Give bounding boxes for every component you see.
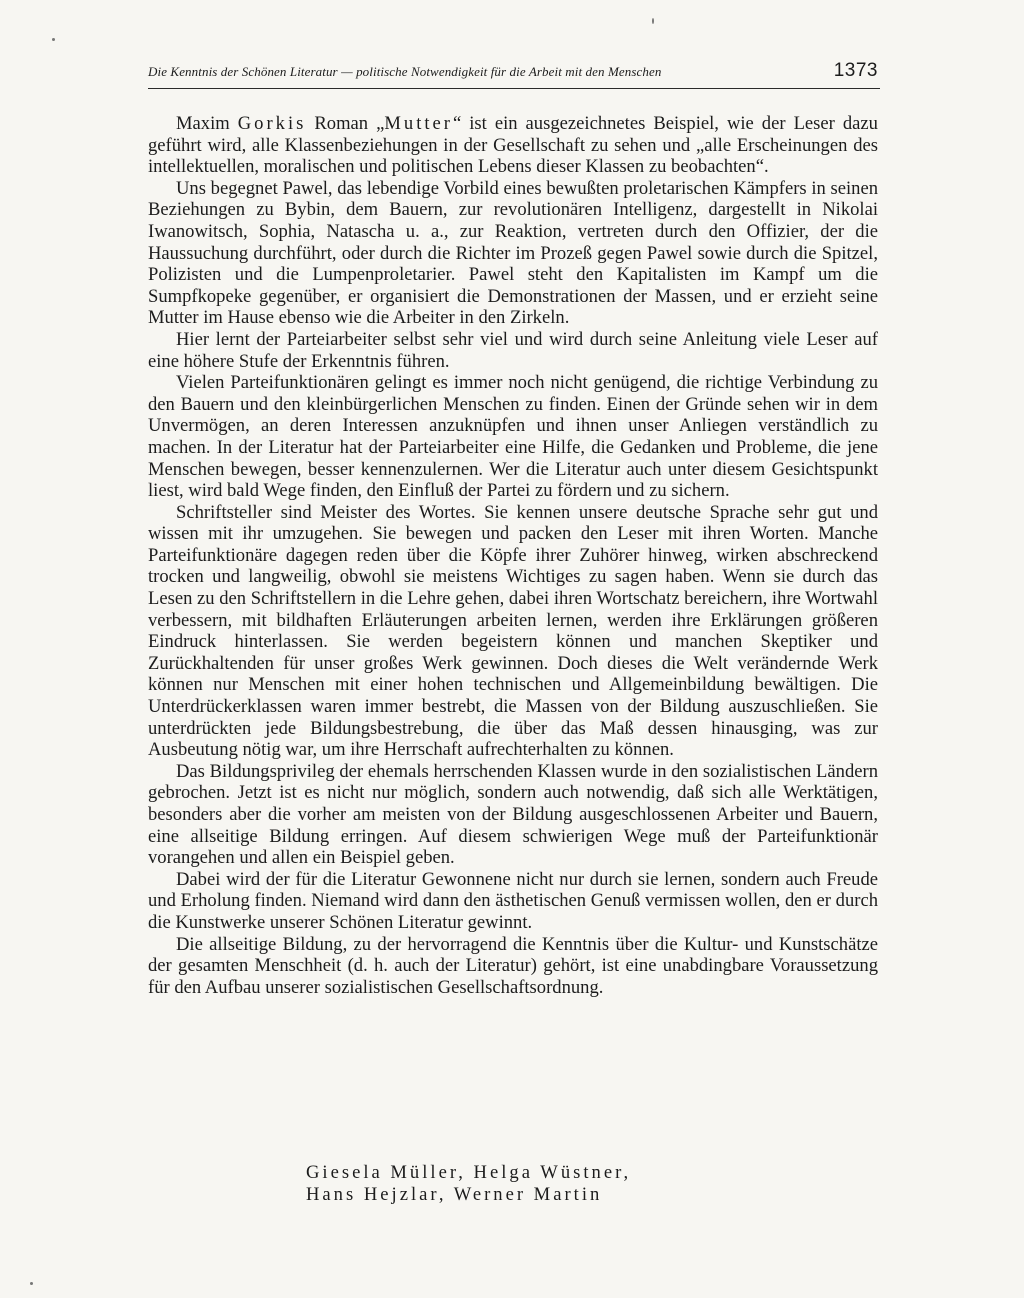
author-signature	[306, 1162, 726, 1206]
running-title: Die Kenntnis der Schönen Literatur — politische Notwendigkeit für die Arbeit mit den Menschen	[148, 64, 662, 79]
paragraph-1-mid: Roman „	[306, 113, 385, 134]
page-number: 1373	[833, 60, 878, 81]
print-speck	[52, 38, 55, 41]
paragraph-1	[148, 113, 878, 178]
paragraph-2: Uns begegnet Pawel, das lebendige Vorbild eines bewußten proletarischen Kämpfers in seinen Beziehungen zu Bybin, dem Bauern, zur revolutionären Intelligenz, dargestellt in Nikolai Iwanowitsch, Sophia, Natascha u. a., zur Reaktion, vertreten durch den Offizier, der die Haussuchung durchführt, oder durch die Richter im Prozeß gegen Pawel sowie durch die Spitzel, Polizisten und die Lumpenproletarier. Pawel steht den Kapitalisten im Kampf um die Sumpfkopeke gegenüber, er organisiert die Demonstrationen der Massen, und er erzieht seine Mutter im Hause ebenso wie die Arbeiter in den Zirkeln.	[148, 177, 878, 329]
print-speck	[30, 1282, 33, 1285]
running-header	[148, 58, 880, 89]
paragraph-3: Hier lernt der Parteiarbeiter selbst sehr viel und wird durch seine Anleitung viele Leser auf eine höhere Stufe der Erkenntnis führen.	[148, 328, 878, 372]
signature-line-2: Hans Hejzlar, Werner Martin	[306, 1184, 603, 1205]
signature-line-1: Giesela Müller, Helga Wüstner,	[306, 1162, 632, 1183]
paragraph-7: Dabei wird der für die Literatur Gewonnene nicht nur durch sie lernen, sondern auch Freude und Erholung finden. Niemand wird dann den ästhetischen Genuß vermissen wollen, den er durch die Kunstwerke unserer Schönen Literatur gewinnt.	[148, 868, 878, 933]
paragraph-6: Das Bildungsprivileg der ehemals herrschenden Klassen wurde in den sozialistischen Ländern gebrochen. Jetzt ist es nicht nur möglich, sondern auch notwendig, daß sich alle Werktätigen, besonders aber die vorher am meisten von der Bildung ausgeschlossenen Arbeiter und Bauern, eine allseitige Bildung erringen. Auf diesem schwierigen Wege muß der Parteifunktionär vorangehen und allen ein Beispiel geben.	[148, 760, 878, 869]
author-name-spaced: Gorkis	[237, 113, 307, 134]
paragraph-5: Schriftsteller sind Meister des Wortes. Sie kennen unsere deutsche Sprache sehr gut und wissen mit ihr umzugehen. Sie bewegen und packen den Leser mit ihren Worten. Manche Parteifunktionäre dagegen reden über die Köpfe ihrer Zuhörer hinweg, wirken abschreckend trocken und langweilig, obwohl sie meistens Wichtiges zu sagen haben. Wenn sie durch das Lesen zu den Schriftstellern in die Lehre gehen, dabei ihren Wortschatz bereichern, ihre Wortwahl verbessern, mit bildhaften Erläuterungen arbeiten lernen, werden ihre Erklärungen größeren Eindruck hinterlassen. Sie werden begeistern können und manchen Skeptiker und Zurückhaltenden für unser großes Werk gewinnen. Doch dieses die Welt verändernde Werk können nur Menschen mit einer hohen technischen und Allgemeinbildung bewältigen. Die Unterdrückerklassen waren immer bestrebt, die Massen von der Bildung auszuschließen. Sie unterdrückten jede Bildungsbestrebung, die über das Maß dessen hinausging, was zur Ausbeutung nötig war, um ihre Herrschaft aufrechterhalten zu können.	[148, 501, 878, 761]
paragraph-4: Vielen Parteifunktionären gelingt es immer noch nicht genügend, die richtige Verbindung zu den Bauern und den kleinbürgerlichen Menschen zu finden. Einen der Gründe sehen wir in dem Unvermögen, an deren Interessen anzuknüpfen und ihnen unser Anliegen verständlich zu machen. In der Literatur hat der Parteiarbeiter eine Hilfe, die Gedanken und Probleme, die jene Menschen bewegen, besser kennenzulernen. Wer die Literatur auch unter diesem Gesichtspunkt liest, wird bald Wege finden, den Einfluß der Partei zu fördern und zu sichern.	[148, 372, 878, 502]
paragraph-1-rest: “ ist ein ausgezeichnetes Beispiel, wie der Leser dazu geführt wird, alle Klassenbeziehungen in der Gesellschaft zu sehen und „alle Erscheinungen des intellektuellen, moralischen und politischen Lebens dieser Klassen zu beobachten“.	[148, 113, 878, 178]
article-body	[148, 113, 878, 998]
novel-title-spaced: Mutter	[384, 113, 453, 134]
paragraph-1-lead: Maxim	[176, 113, 238, 134]
print-speck	[652, 18, 654, 24]
paragraph-8: Die allseitige Bildung, zu der hervorragend die Kenntnis über die Kultur- und Kunstschätze der gesamten Menschheit (d. h. auch der Literatur) gehört, ist eine unabdingbare Voraussetzung für den Aufbau unserer sozialistischen Gesellschaftsordnung.	[148, 933, 878, 998]
